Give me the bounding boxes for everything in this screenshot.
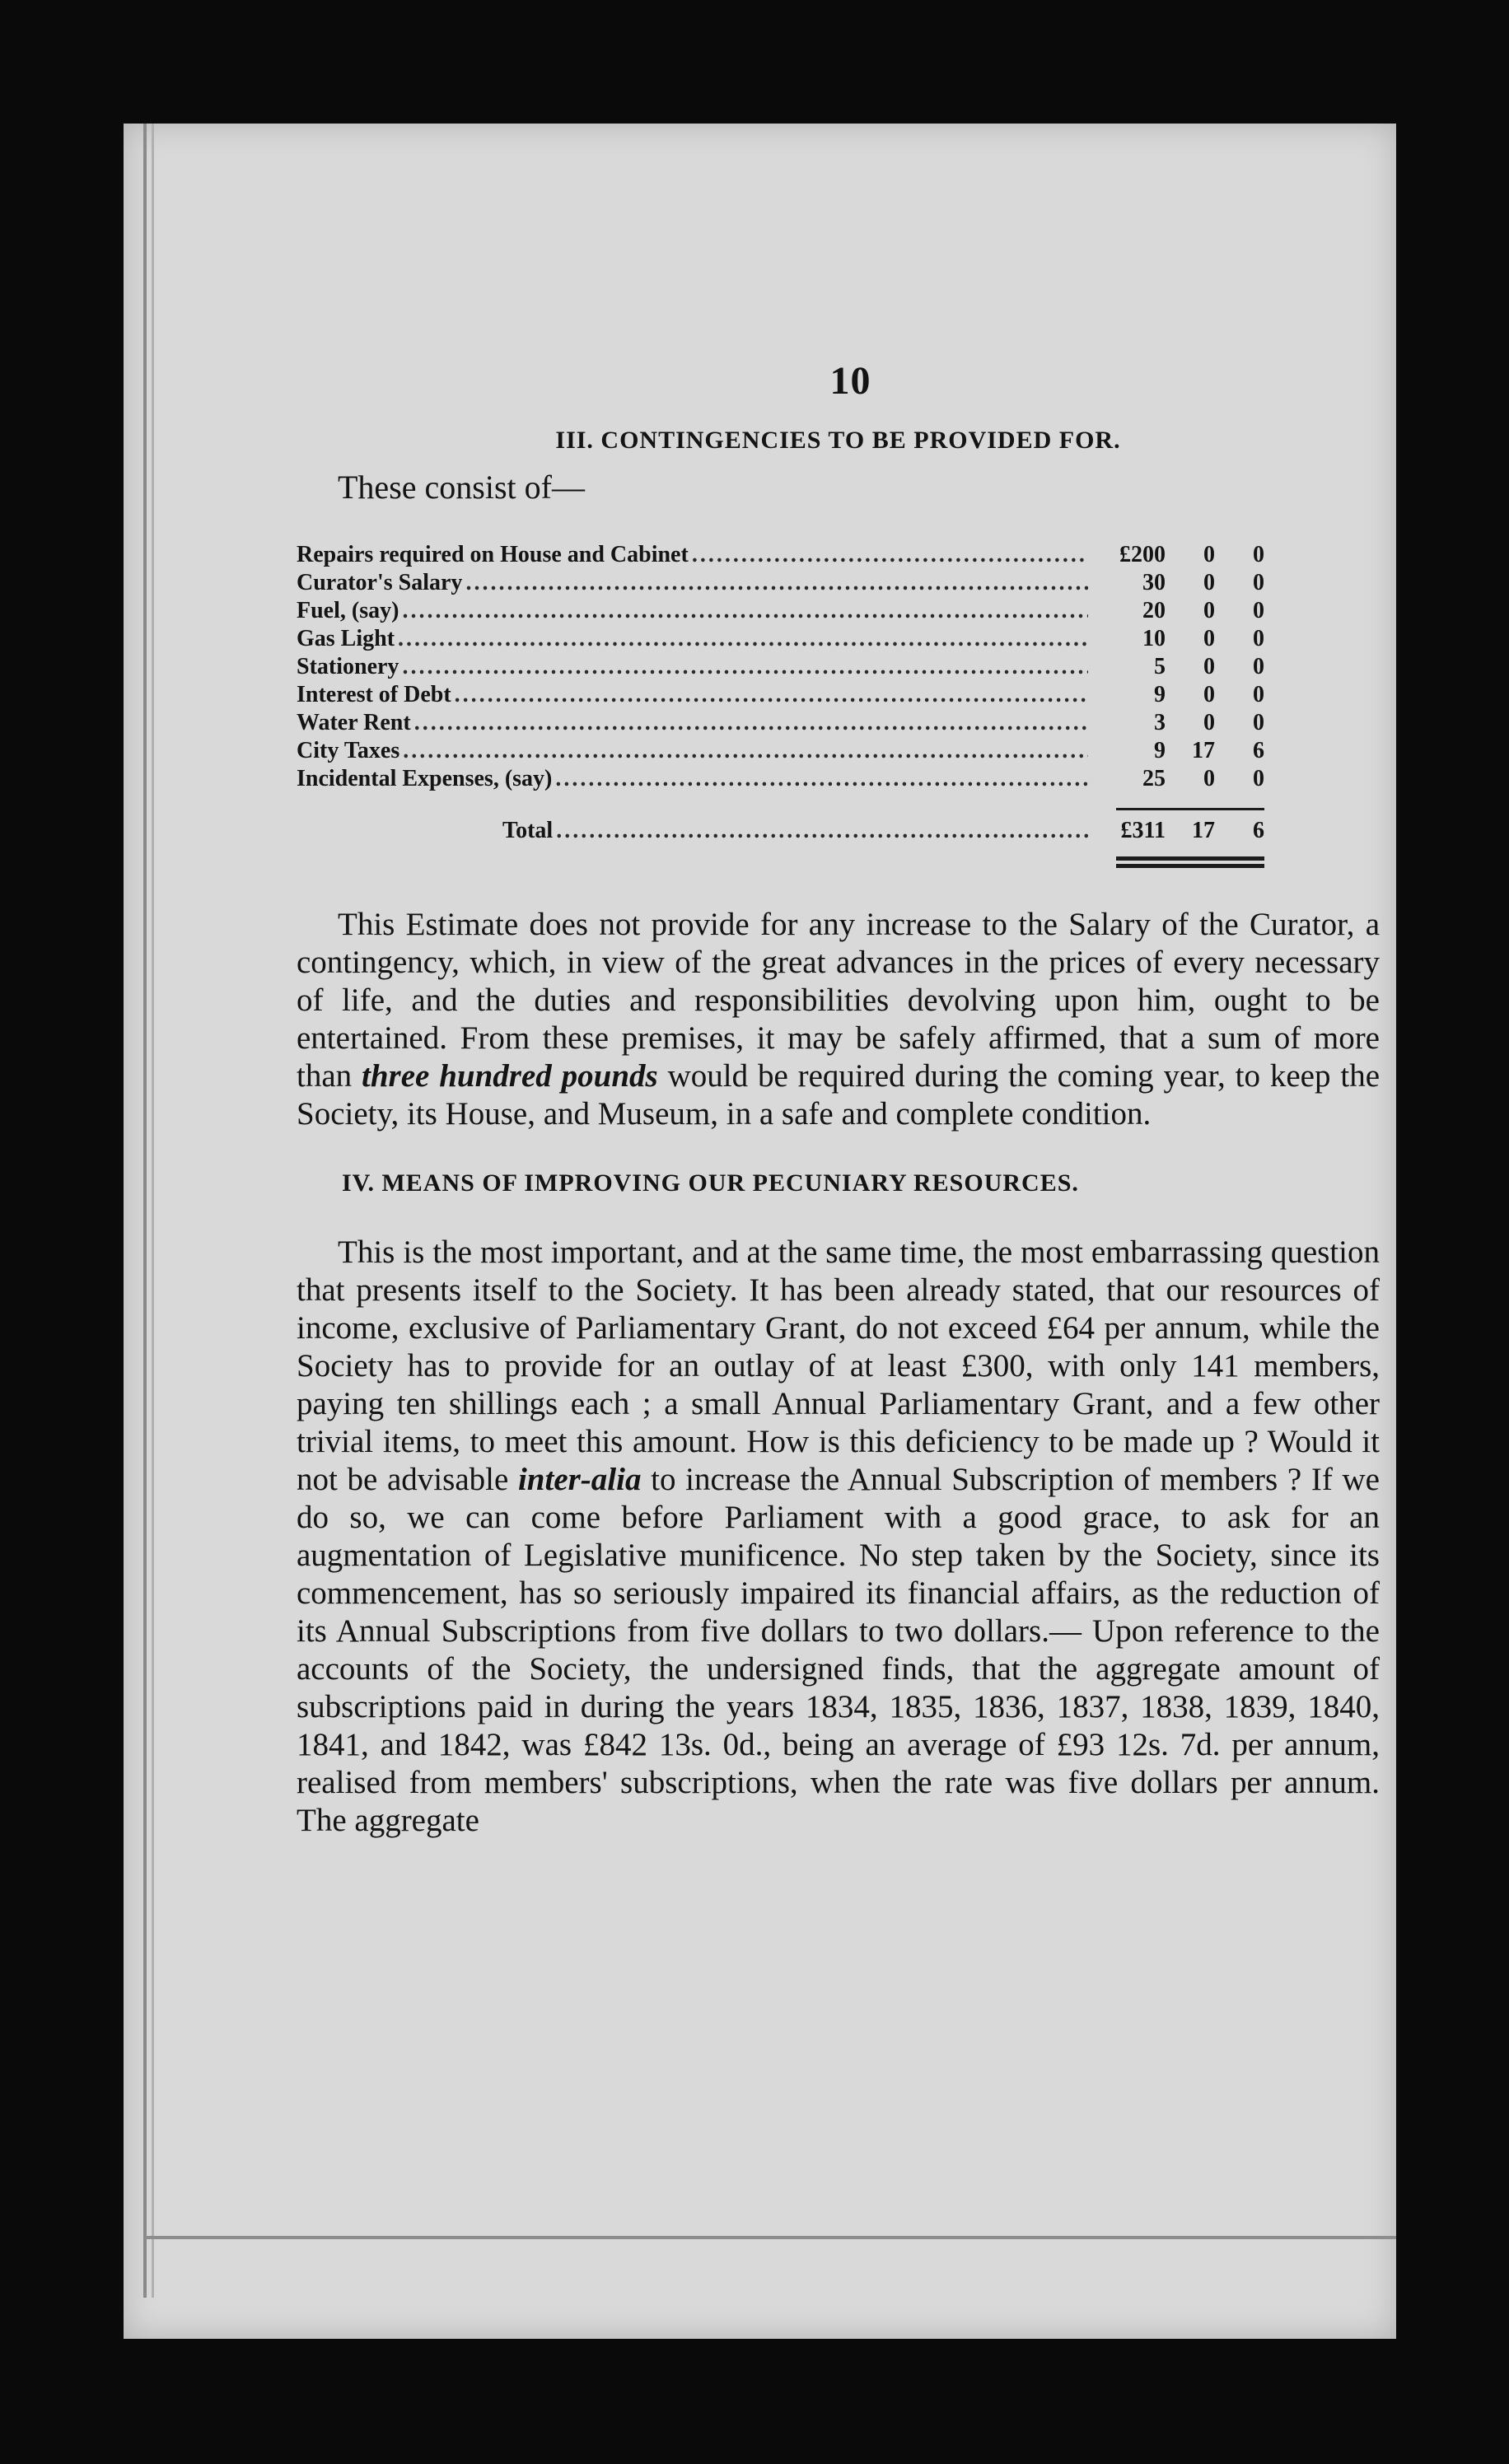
ledger-shillings: 0 (1203, 570, 1215, 595)
ledger-pounds: 5 (1154, 654, 1166, 679)
ledger-pounds: 3 (1154, 710, 1166, 735)
leader-dots (402, 653, 1088, 681)
ledger-pounds: £200 (1119, 542, 1166, 567)
paragraph-text: This is the most important, and at the same time, the most embarrassing question that presents itself to the Society. It has been already stated, that our resources of income, exclusive of Parliamentary Grant, do not exceed £64 per annum, while the Society has to provide for an outlay of at least £300, with only 141 members, paying ten shillings each ; a small Annual Parliamentary Grant, and a few other trivial items, to meet this amount. How is this deficiency to be made up ? Would it not be advisable (297, 1234, 1380, 1497)
ledger-item-label: Repairs required on House and Cabinet (297, 542, 689, 567)
emphasized-text: three hundred pounds (362, 1058, 658, 1094)
total-double-rule (1116, 856, 1264, 868)
ledger-total-row (297, 817, 1264, 845)
ledger-pounds: 25 (1142, 766, 1166, 791)
ledger-row (297, 765, 1264, 793)
ledger-row (297, 597, 1264, 625)
total-pence: 6 (1253, 818, 1264, 843)
page-content (297, 231, 1380, 1840)
section-iii-heading: III. CONTINGENCIES TO BE PROVIDED FOR. (555, 427, 1121, 454)
page-binding-edge (143, 124, 154, 2298)
ledger-shillings: 0 (1203, 598, 1215, 623)
emphasized-text: inter-alia (517, 1462, 642, 1497)
ledger-pence: 0 (1253, 626, 1264, 651)
leader-dots (402, 597, 1088, 625)
ledger-pence: 0 (1253, 654, 1264, 679)
total-pounds: £311 (1120, 818, 1166, 843)
contingencies-ledger (297, 541, 1264, 868)
ledger-shillings: 0 (1203, 654, 1215, 679)
paragraph-text: would be required during the coming year, to keep the Society, its House, and Museum, in a safe and complete condition. (297, 1058, 1381, 1132)
ledger-row (297, 681, 1264, 709)
ledger-shillings: 0 (1203, 766, 1215, 791)
ledger-row (297, 653, 1264, 681)
ledger-shillings: 0 (1203, 682, 1215, 707)
leader-dots (455, 681, 1088, 709)
ledger-item-label: Gas Light (297, 626, 395, 651)
paragraph-text: This Estimate does not provide for any increase to the Salary of the Curator, a contingency, which, in view of the great advances in the prices of every necessary of life, and the duties and responsibilities devolving upon him, ought to be entertained. From these premises, it may be safely affirmed, that a sum of more than (297, 907, 1380, 1094)
ledger-item-label: Curator's Salary (297, 570, 463, 595)
leader-dots (398, 625, 1088, 653)
leader-dots (414, 709, 1088, 737)
scanned-page (124, 124, 1396, 2339)
ledger-row (297, 541, 1264, 569)
ledger-shillings: 0 (1203, 710, 1215, 735)
ledger-intro: These consist of— (338, 469, 585, 506)
ledger-pence: 0 (1253, 682, 1264, 707)
ledger-item-label: City Taxes (297, 738, 400, 763)
leader-dots (465, 569, 1088, 597)
ledger-row (297, 709, 1264, 737)
leader-dots (556, 817, 1088, 845)
ledger-pounds: 9 (1154, 682, 1166, 707)
ledger-item-label: Fuel, (say) (297, 598, 399, 623)
ledger-item-label: Interest of Debt (297, 682, 451, 707)
leader-dots (403, 737, 1088, 765)
ledger-row (297, 569, 1264, 597)
ledger-pence: 0 (1253, 570, 1264, 595)
ledger-pence: 0 (1253, 710, 1264, 735)
resources-paragraph (297, 1234, 1380, 1840)
total-label: Total (502, 818, 554, 843)
leader-dots (555, 765, 1088, 793)
ledger-pence: 0 (1253, 542, 1264, 567)
ledger-pence: 0 (1253, 598, 1264, 623)
estimate-paragraph (297, 906, 1380, 1133)
ledger-shillings: 0 (1203, 626, 1215, 651)
ledger-pence: 0 (1253, 766, 1264, 791)
ledger-pounds: 10 (1142, 626, 1166, 651)
ledger-item-label: Water Rent (297, 710, 411, 735)
ledger-shillings: 0 (1203, 542, 1215, 567)
ledger-item-label: Stationery (297, 654, 399, 679)
ledger-pence: 6 (1253, 738, 1264, 763)
section-iv-heading: IV. MEANS OF IMPROVING OUR PECUNIARY RESOURCES. (342, 1169, 1079, 1197)
ledger-row (297, 625, 1264, 653)
paragraph-text: to increase the Annual Subscription of members ? If we do so, we can come before Parliament with a good grace, to ask for an augmentation of Legislative munificence. No step taken by the Society, since its commencement, has so seriously impaired its financial affairs, as the reduction of its Annual Subscriptions from five dollars to two dollars.— Upon reference to the accounts of the Society, the undersigned finds, that the aggregate amount of subscriptions paid in during the years 1834, 1835, 1836, 1837, 1838, 1839, 1840, 1841, and 1842, was £842 13s. 0d., being an average of £93 12s. 7d. per annum, realised from members' subscriptions, when the rate was five dollars per annum. The aggregate (297, 1462, 1380, 1838)
ledger-row (297, 737, 1264, 765)
ledger-pounds: 30 (1142, 570, 1166, 595)
ledger-shillings: 17 (1192, 738, 1215, 763)
page-bottom-edge (145, 2236, 1396, 2239)
page-number: 10 (829, 359, 871, 403)
leader-dots (692, 541, 1088, 569)
ledger-item-label: Incidental Expenses, (say) (297, 766, 553, 791)
ledger-pounds: 20 (1142, 598, 1166, 623)
total-rule (1116, 808, 1264, 810)
ledger-pounds: 9 (1154, 738, 1166, 763)
total-shillings: 17 (1192, 818, 1215, 843)
